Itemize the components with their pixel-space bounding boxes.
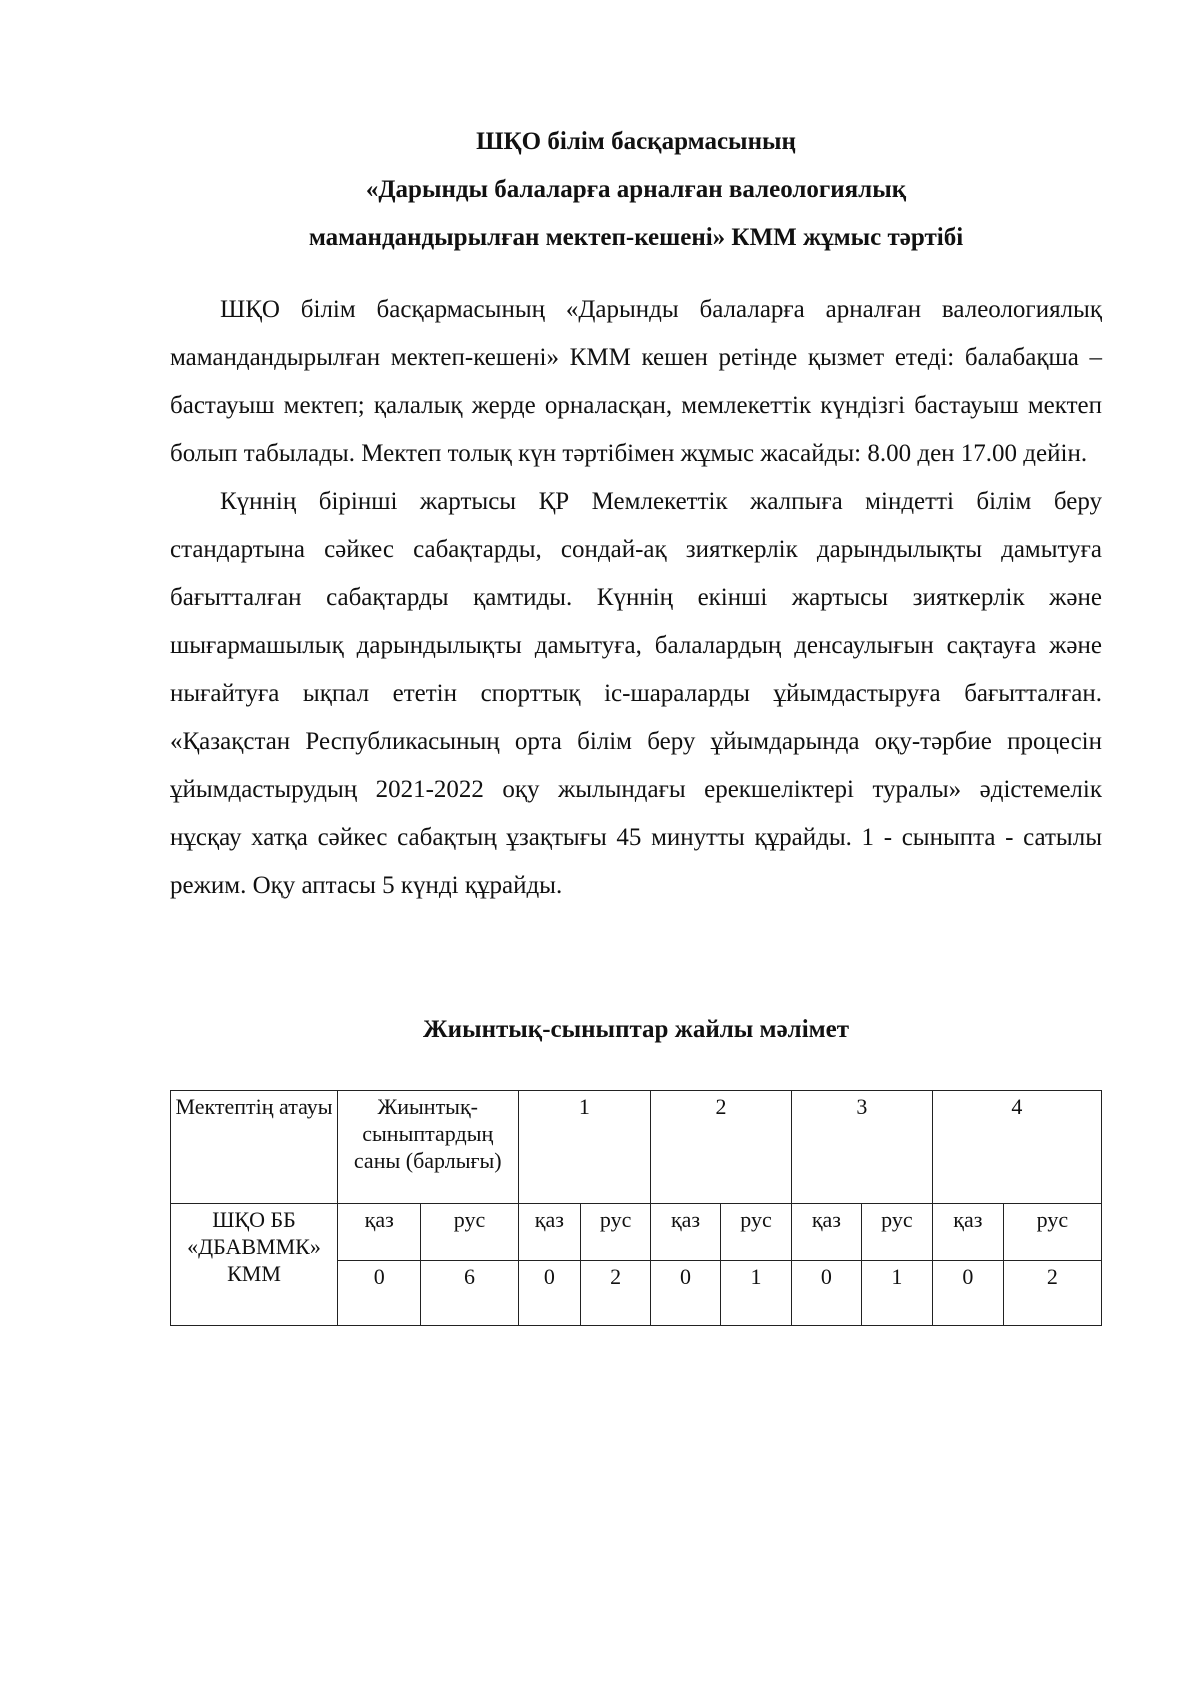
school-name-cell: ШҚО ББ «ДБАВММК» КММ [171, 1204, 338, 1326]
title-line: ШҚО білім басқармасының [476, 128, 796, 155]
header-grade-3: 3 [791, 1091, 932, 1204]
value-cell: 0 [337, 1261, 420, 1326]
lang-kaz-cell: қаз [651, 1204, 721, 1261]
value-cell: 6 [421, 1261, 518, 1326]
value-cell: 2 [581, 1261, 651, 1326]
value-cell: 0 [518, 1261, 581, 1326]
value-cell: 0 [791, 1261, 861, 1326]
table-language-row [171, 1204, 1102, 1261]
lang-rus-cell: рус [421, 1204, 518, 1261]
table-header-row [171, 1091, 1102, 1204]
paragraph: ШҚО білім басқармасының «Дарынды балаларға арналған валеологиялық мамандандырылған мектеп-кешені» КММ кешен ретінде қызмет етеді: балабақша – бастауыш мектеп; қалалық жерде орналасқан, мемлекеттік күндізгі бастауыш мектеп болып табылады. Мектеп толық күн тәртібімен жұмыс жасайды: 8.00 ден 17.00 дейін. [170, 296, 1102, 467]
value-cell: 0 [651, 1261, 721, 1326]
lang-kaz-cell: қаз [337, 1204, 420, 1261]
header-total: Жиынтық-сыныптардың саны (барлығы) [337, 1091, 518, 1204]
lang-rus-cell: рус [721, 1204, 792, 1261]
document-body [170, 286, 1102, 910]
value-cell: 0 [932, 1261, 1003, 1326]
value-cell: 2 [1003, 1261, 1101, 1326]
header-grade-1: 1 [518, 1091, 651, 1204]
title-line: «Дарынды балаларға арналған валеологиялық [365, 176, 907, 203]
table-title: Жиынтық-сыныптар жайлы мәлімет [422, 1016, 850, 1043]
paragraph: Күннің бірінші жартысы ҚР Мемлекеттік жалпыға міндетті білім беру стандартына сәйкес сабақтарды, сондай-ақ зияткерлік дарындылықты дамытуға бағытталған сабақтарды қамтиды. Күннің екінші жартысы зияткерлік және шығармашылық дарындылықты дамытуға, балалардың денсаулығын сақтауға және нығайтуға ықпал ететін спорттық іс-шараларды ұйымдастыруға бағытталған. «Қазақстан Республикасының орта білім беру ұйымдарында оқу-тәрбие процесін ұйымдастырудың 2021-2022 оқу жылындағы ерекшеліктері туралы» әдістемелік нұсқау хатқа сәйкес сабақтың ұзақтығы 45 минутты құрайды. 1 - сыныпта - сатылы режим. Оқу аптасы 5 күнді құрайды. [170, 488, 1102, 899]
document-title [170, 118, 1102, 262]
lang-kaz-cell: қаз [518, 1204, 581, 1261]
lang-rus-cell: рус [1003, 1204, 1101, 1261]
summary-table [170, 1090, 1102, 1326]
header-grade-4: 4 [932, 1091, 1101, 1204]
title-line: мамандандырылған мектеп-кешені» КММ жұмыс тәртібі [308, 224, 964, 251]
lang-kaz-cell: қаз [932, 1204, 1003, 1261]
value-cell: 1 [861, 1261, 932, 1326]
header-school-name: Мектептің атауы [171, 1091, 338, 1204]
lang-kaz-cell: қаз [791, 1204, 861, 1261]
lang-rus-cell: рус [581, 1204, 651, 1261]
lang-rus-cell: рус [861, 1204, 932, 1261]
value-cell: 1 [721, 1261, 792, 1326]
header-grade-2: 2 [651, 1091, 792, 1204]
